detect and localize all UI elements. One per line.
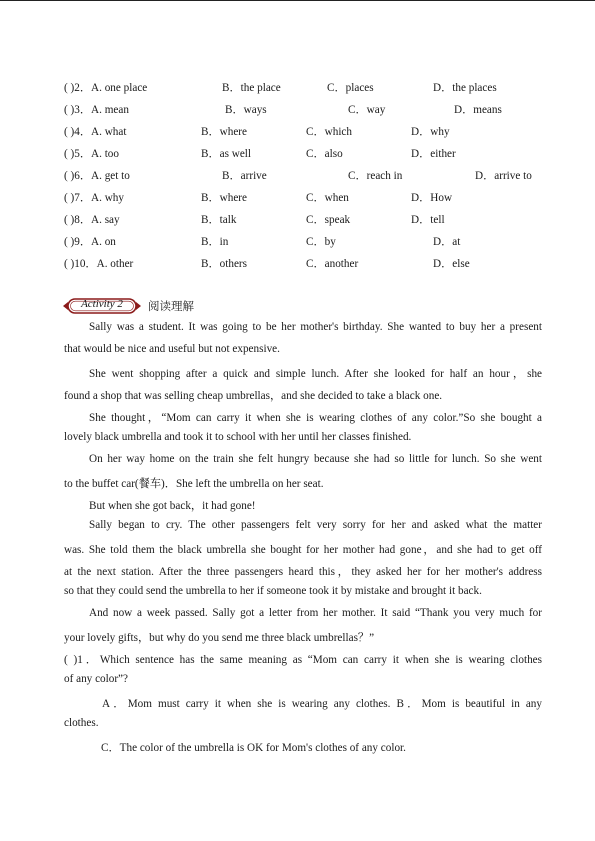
choice-d: D．arrive to <box>475 170 532 182</box>
passage-line: to the buffet car(餐车)．She left the umbrella on her seat. <box>64 478 324 490</box>
choice-c: C．way <box>348 104 386 116</box>
passage-line: And now a week passed. Sally got a letter from her mother. It said “Thank you very much for <box>89 607 542 619</box>
choice-row-3 <box>64 101 544 119</box>
choice-b: B．where <box>201 192 247 204</box>
choice-d: D．tell <box>411 214 445 226</box>
passage-line: at the next station. After the three passengers heard this，they asked her for her mother's address <box>64 566 542 578</box>
choice-row-5 <box>64 145 544 163</box>
choice-c: C．another <box>306 258 359 270</box>
choice-d: D．at <box>433 236 461 248</box>
passage-line: Sally began to cry. The other passengers felt very sorry for her and asked what the matter <box>89 519 542 531</box>
choice-c: C．places <box>327 82 374 94</box>
section-title: 阅读理解 <box>148 299 194 313</box>
choice-row-10 <box>64 255 544 273</box>
choice-c: C．which <box>306 126 352 138</box>
passage-line: lovely black umbrella and took it to school with her until her classes finished. <box>64 431 412 443</box>
choice-b: B．talk <box>201 214 237 226</box>
choice-c: C．also <box>306 148 343 160</box>
choice-row-2 <box>64 79 544 97</box>
option-c: C．The color of the umbrella is OK for Mom's clothes of any color. <box>101 742 406 754</box>
choice-c: C．when <box>306 192 349 204</box>
choice-c: C．speak <box>306 214 351 226</box>
choice-stem: ( )8．A. say <box>64 214 120 226</box>
page-top-rule <box>0 0 595 1</box>
passage-line: was. She told them the black umbrella she bought for her mother had gone，and she had to get off <box>64 544 542 556</box>
option-b-cont: clothes. <box>64 717 99 729</box>
choice-b: B．others <box>201 258 247 270</box>
choice-row-4 <box>64 123 544 141</box>
passage-line: found a shop that was selling cheap umbrellas，and she decided to take a black one. <box>64 390 443 402</box>
question-stem: ( )1．Which sentence has the same meaning as “Mom can carry it when she is wearing clothes <box>64 654 542 666</box>
passage-line: so that they could send the umbrella to her if someone took it by mistake and brought it back. <box>64 585 482 597</box>
choice-stem: ( )10．A. other <box>64 258 134 270</box>
choice-stem: ( )6．A. get to <box>64 170 130 182</box>
passage-line: your lovely gifts，but why do you send me three black umbrellas？” <box>64 632 375 644</box>
choice-row-7 <box>64 189 544 207</box>
choice-d: D．means <box>454 104 502 116</box>
choice-stem: ( )7．A. why <box>64 192 124 204</box>
activity-badge <box>62 297 142 315</box>
passage-line: She thought，“Mom can carry it when she is wearing clothes of any color.”So she bought a <box>89 412 542 424</box>
passage-line: She went shopping after a quick and simple lunch. After she looked for half an hour，she <box>89 368 542 380</box>
choice-stem: ( )3．A. mean <box>64 104 129 116</box>
choice-d: D．the places <box>433 82 497 94</box>
activity-label: Activity 2 <box>81 298 123 310</box>
option-a-b: A．Mom must carry it when she is wearing any clothes. B．Mom is beautiful in any <box>102 698 542 710</box>
question-stem-cont: of any color”? <box>64 673 128 685</box>
choice-stem: ( )2．A. one place <box>64 82 148 94</box>
choice-row-8 <box>64 211 544 229</box>
choice-c: C．reach in <box>348 170 403 182</box>
choice-d: D．either <box>411 148 456 160</box>
choice-stem: ( )4．A. what <box>64 126 127 138</box>
passage-line: that would be nice and useful but not expensive. <box>64 343 280 355</box>
choice-stem: ( )9．A. on <box>64 236 116 248</box>
choice-row-6 <box>64 167 544 185</box>
choice-stem: ( )5．A. too <box>64 148 119 160</box>
choice-b: B．as well <box>201 148 252 160</box>
choice-b: B．the place <box>222 82 281 94</box>
choice-b: B．where <box>201 126 247 138</box>
choice-d: D．why <box>411 126 450 138</box>
passage-line: On her way home on the train she felt hungry because she had so little for lunch. So she went <box>89 453 542 465</box>
choice-c: C．by <box>306 236 336 248</box>
passage-line: But when she got back，it had gone! <box>89 500 256 512</box>
choice-d: D．How <box>411 192 453 204</box>
choice-row-9 <box>64 233 544 251</box>
choice-b: B．arrive <box>222 170 267 182</box>
choice-b: B．in <box>201 236 229 248</box>
passage-line: Sally was a student. It was going to be her mother's birthday. She wanted to buy her a present <box>89 321 542 333</box>
choice-d: D．else <box>433 258 470 270</box>
choice-b: B．ways <box>225 104 267 116</box>
